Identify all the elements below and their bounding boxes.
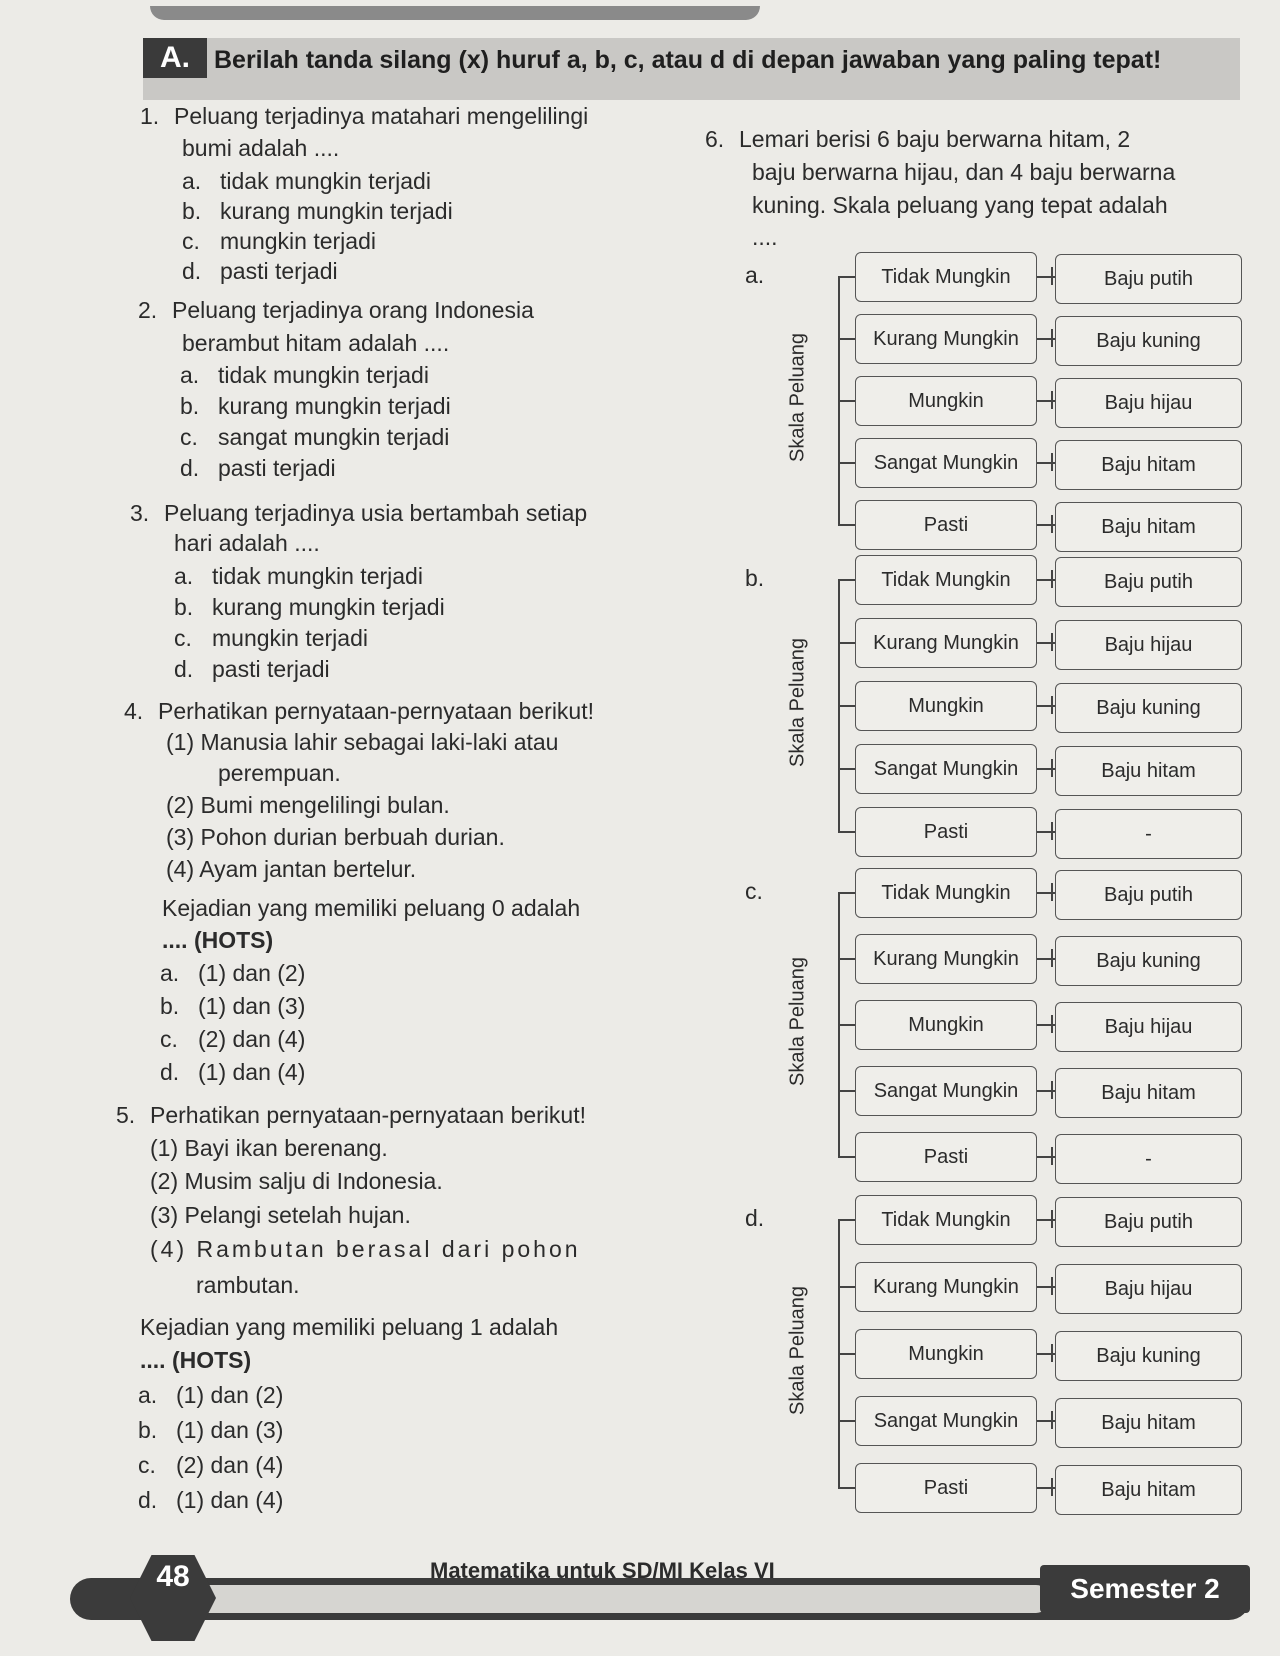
statement-4: (4) Rambutan berasal dari pohon xyxy=(150,1236,581,1262)
scale-connector-tick xyxy=(1051,1147,1053,1165)
question-number: 6. xyxy=(705,126,725,152)
question-1 xyxy=(140,103,588,129)
instruction-text: Berilah tanda silang (x) huruf a, b, c, atau d di depan jawaban yang paling tepat! xyxy=(214,46,1162,74)
option-q3-b[interactable]: b. kurang mungkin terjadi xyxy=(174,594,445,620)
scale-title: Skala Peluang xyxy=(786,957,809,1086)
scale-answer-box: Baju hijau xyxy=(1055,620,1242,670)
question-ask: Kejadian yang memiliki peluang 1 adalah xyxy=(140,1314,559,1340)
question-text: Peluang terjadinya orang Indonesia xyxy=(172,297,534,323)
scale-connector-tick xyxy=(1051,633,1053,651)
scale-answer-box: Baju putih xyxy=(1055,870,1242,920)
scale-level-box: Sangat Mungkin xyxy=(855,438,1037,488)
question-text: Peluang terjadinya usia bertambah setiap xyxy=(164,500,588,526)
scale-connector-tick xyxy=(1051,515,1053,533)
scale-connector-tick xyxy=(1051,883,1053,901)
scale-level-box: Pasti xyxy=(855,1463,1037,1513)
option-q5-b[interactable]: b. (1) dan (3) xyxy=(138,1417,284,1443)
scale-answer-box: Baju putih xyxy=(1055,254,1242,304)
question-number: 4. xyxy=(124,698,144,724)
question-text: Perhatikan pernyataan-pernyataan berikut! xyxy=(150,1102,587,1128)
scale-tick xyxy=(838,1286,855,1288)
footer-inner xyxy=(180,1585,1050,1613)
question-text: Perhatikan pernyataan-pernyataan berikut! xyxy=(158,698,595,724)
question-text-cont: hari adalah .... xyxy=(174,530,320,556)
scale-answer-box: Baju hijau xyxy=(1055,1002,1242,1052)
statement-4: (4) Ayam jantan bertelur. xyxy=(166,856,417,882)
option-q4-b[interactable]: b. (1) dan (3) xyxy=(160,993,306,1019)
scale-level-box: Mungkin xyxy=(855,1329,1037,1379)
scale-connector-tick xyxy=(1051,949,1053,967)
scale-option-letter[interactable]: b. xyxy=(745,565,765,591)
scale-level-box: Mungkin xyxy=(855,1000,1037,1050)
scale-level-box: Kurang Mungkin xyxy=(855,618,1037,668)
scale-tick xyxy=(838,958,855,960)
scale-connector-tick xyxy=(1051,759,1053,777)
scale-answer-box: - xyxy=(1055,1134,1242,1184)
scale-level-box: Kurang Mungkin xyxy=(855,934,1037,984)
scale-connector-tick xyxy=(1051,1081,1053,1099)
scale-level-box: Tidak Mungkin xyxy=(855,252,1037,302)
scale-answer-box: Baju putih xyxy=(1055,557,1242,607)
statement-1: (1) Manusia lahir sebagai laki-laki atau xyxy=(166,729,559,755)
scale-answer-box: Baju hijau xyxy=(1055,378,1242,428)
scale-answer-box: Baju hitam xyxy=(1055,440,1242,490)
scale-level-box: Sangat Mungkin xyxy=(855,744,1037,794)
question-number: 1. xyxy=(140,103,160,129)
scale-answer-box: Baju hitam xyxy=(1055,502,1242,552)
scale-answer-box: - xyxy=(1055,809,1242,859)
scale-level-box: Mungkin xyxy=(855,376,1037,426)
scale-tick xyxy=(838,524,855,526)
question-number: 2. xyxy=(138,297,158,323)
scale-option-letter[interactable]: a. xyxy=(745,262,765,288)
page-number: 48 xyxy=(156,1560,190,1593)
scale-level-box: Kurang Mungkin xyxy=(855,1262,1037,1312)
scale-option-letter[interactable]: c. xyxy=(745,878,763,904)
scale-answer-box: Baju hitam xyxy=(1055,1068,1242,1118)
statement-2: (2) Musim salju di Indonesia. xyxy=(150,1168,443,1194)
scale-answer-box: Baju hijau xyxy=(1055,1264,1242,1314)
scale-answer-box: Baju kuning xyxy=(1055,1331,1242,1381)
scale-connector-tick xyxy=(1051,453,1053,471)
scale-connector-tick xyxy=(1051,1015,1053,1033)
statement-1-cont: perempuan. xyxy=(218,760,341,786)
statement-1: (1) Bayi ikan berenang. xyxy=(150,1135,388,1161)
scale-tick xyxy=(838,400,855,402)
question-3 xyxy=(130,500,587,526)
scale-answer-box: Baju hitam xyxy=(1055,1465,1242,1515)
question-text-cont: berambut hitam adalah .... xyxy=(182,330,450,356)
question-ask: Kejadian yang memiliki peluang 0 adalah xyxy=(162,895,581,921)
option-q1-d[interactable]: d. pasti terjadi xyxy=(182,258,338,284)
question-6 xyxy=(705,126,1130,152)
scale-tick xyxy=(838,338,855,340)
scale-tick xyxy=(838,1156,855,1158)
hots-label: .... (HOTS) xyxy=(162,927,274,953)
scale-connector-tick xyxy=(1051,267,1053,285)
scale-answer-box: Baju kuning xyxy=(1055,683,1242,733)
question-number: 5. xyxy=(116,1102,136,1128)
option-q1-b[interactable]: b. kurang mungkin terjadi xyxy=(182,198,453,224)
option-q5-c[interactable]: c. (2) dan (4) xyxy=(138,1452,284,1478)
question-text-cont: .... xyxy=(752,224,778,250)
scale-tick xyxy=(838,276,855,278)
scale-title: Skala Peluang xyxy=(786,638,809,767)
scale-tick xyxy=(838,705,855,707)
scale-answer-box: Baju putih xyxy=(1055,1197,1242,1247)
question-text: Peluang terjadinya matahari mengelilingi xyxy=(174,103,589,129)
statement-4-cont: rambutan. xyxy=(196,1272,300,1298)
scale-option-letter[interactable]: d. xyxy=(745,1205,765,1231)
scale-title: Skala Peluang xyxy=(786,333,809,462)
option-q3-d[interactable]: d. pasti terjadi xyxy=(174,656,330,682)
scale-connector-tick xyxy=(1051,1210,1053,1228)
scale-level-box: Pasti xyxy=(855,1132,1037,1182)
scale-tick xyxy=(838,1090,855,1092)
option-q2-d[interactable]: d. pasti terjadi xyxy=(180,455,336,481)
scale-connector-tick xyxy=(1051,391,1053,409)
scale-level-box: Pasti xyxy=(855,500,1037,550)
scale-connector-tick xyxy=(1051,329,1053,347)
option-q3-c[interactable]: c. mungkin terjadi xyxy=(174,625,368,651)
question-number: 3. xyxy=(130,500,150,526)
scale-answer-box: Baju kuning xyxy=(1055,316,1242,366)
scale-tick xyxy=(838,1219,855,1221)
scale-connector-tick xyxy=(1051,696,1053,714)
scale-connector-tick xyxy=(1051,1277,1053,1295)
scale-level-box: Tidak Mungkin xyxy=(855,555,1037,605)
scale-level-box: Pasti xyxy=(855,807,1037,857)
statement-3: (3) Pohon durian berbuah durian. xyxy=(166,824,505,850)
scale-title: Skala Peluang xyxy=(786,1286,809,1415)
scale-connector-tick xyxy=(1051,1478,1053,1496)
option-q2-b[interactable]: b. kurang mungkin terjadi xyxy=(180,393,451,419)
scale-level-box: Sangat Mungkin xyxy=(855,1066,1037,1116)
statement-2: (2) Bumi mengelilingi bulan. xyxy=(166,792,450,818)
scale-level-box: Tidak Mungkin xyxy=(855,868,1037,918)
question-text-cont: baju berwarna hijau, dan 4 baju berwarna xyxy=(752,159,1176,185)
scale-level-box: Mungkin xyxy=(855,681,1037,731)
option-q5-a[interactable]: a. (1) dan (2) xyxy=(138,1382,284,1408)
option-q4-d[interactable]: d. (1) dan (4) xyxy=(160,1059,306,1085)
scale-tick xyxy=(838,1420,855,1422)
scale-connector-tick xyxy=(1051,822,1053,840)
option-q2-c[interactable]: c. sangat mungkin terjadi xyxy=(180,424,450,450)
book-title: Matematika untuk SD/MI Kelas VI xyxy=(430,1558,775,1583)
option-q4-c[interactable]: c. (2) dan (4) xyxy=(160,1026,306,1052)
top-decoration xyxy=(150,6,760,20)
scale-tick xyxy=(838,579,855,581)
scale-answer-box: Baju hitam xyxy=(1055,746,1242,796)
question-4 xyxy=(124,698,594,724)
scale-connector-tick xyxy=(1051,570,1053,588)
scale-level-box: Tidak Mungkin xyxy=(855,1195,1037,1245)
option-q4-a[interactable]: a. (1) dan (2) xyxy=(160,960,306,986)
section-badge: A. xyxy=(143,38,207,78)
scale-tick xyxy=(838,831,855,833)
option-q2-a[interactable]: a. tidak mungkin terjadi xyxy=(180,362,429,388)
question-text: Lemari berisi 6 baju berwarna hitam, 2 xyxy=(739,126,1131,152)
question-text-cont: bumi adalah .... xyxy=(182,135,340,161)
scale-connector-tick xyxy=(1051,1344,1053,1362)
scale-tick xyxy=(838,1353,855,1355)
scale-level-box: Sangat Mungkin xyxy=(855,1396,1037,1446)
scale-tick xyxy=(838,1024,855,1026)
semester-label: Semester 2 xyxy=(1040,1565,1250,1613)
scale-tick xyxy=(838,768,855,770)
scale-tick xyxy=(838,1487,855,1489)
option-q3-a[interactable]: a. tidak mungkin terjadi xyxy=(174,563,423,589)
question-text-cont: kuning. Skala peluang yang tepat adalah xyxy=(752,192,1168,218)
scale-tick xyxy=(838,462,855,464)
scale-answer-box: Baju hitam xyxy=(1055,1398,1242,1448)
scale-answer-box: Baju kuning xyxy=(1055,936,1242,986)
hots-label: .... (HOTS) xyxy=(140,1347,252,1373)
scale-tick xyxy=(838,892,855,894)
option-q5-d[interactable]: d. (1) dan (4) xyxy=(138,1487,284,1513)
scale-connector-tick xyxy=(1051,1411,1053,1429)
scale-tick xyxy=(838,642,855,644)
statement-3: (3) Pelangi setelah hujan. xyxy=(150,1202,411,1228)
scale-level-box: Kurang Mungkin xyxy=(855,314,1037,364)
question-5 xyxy=(116,1102,586,1128)
option-q1-a[interactable]: a. tidak mungkin terjadi xyxy=(182,168,431,194)
question-2 xyxy=(138,297,534,323)
option-q1-c[interactable]: c. mungkin terjadi xyxy=(182,228,376,254)
